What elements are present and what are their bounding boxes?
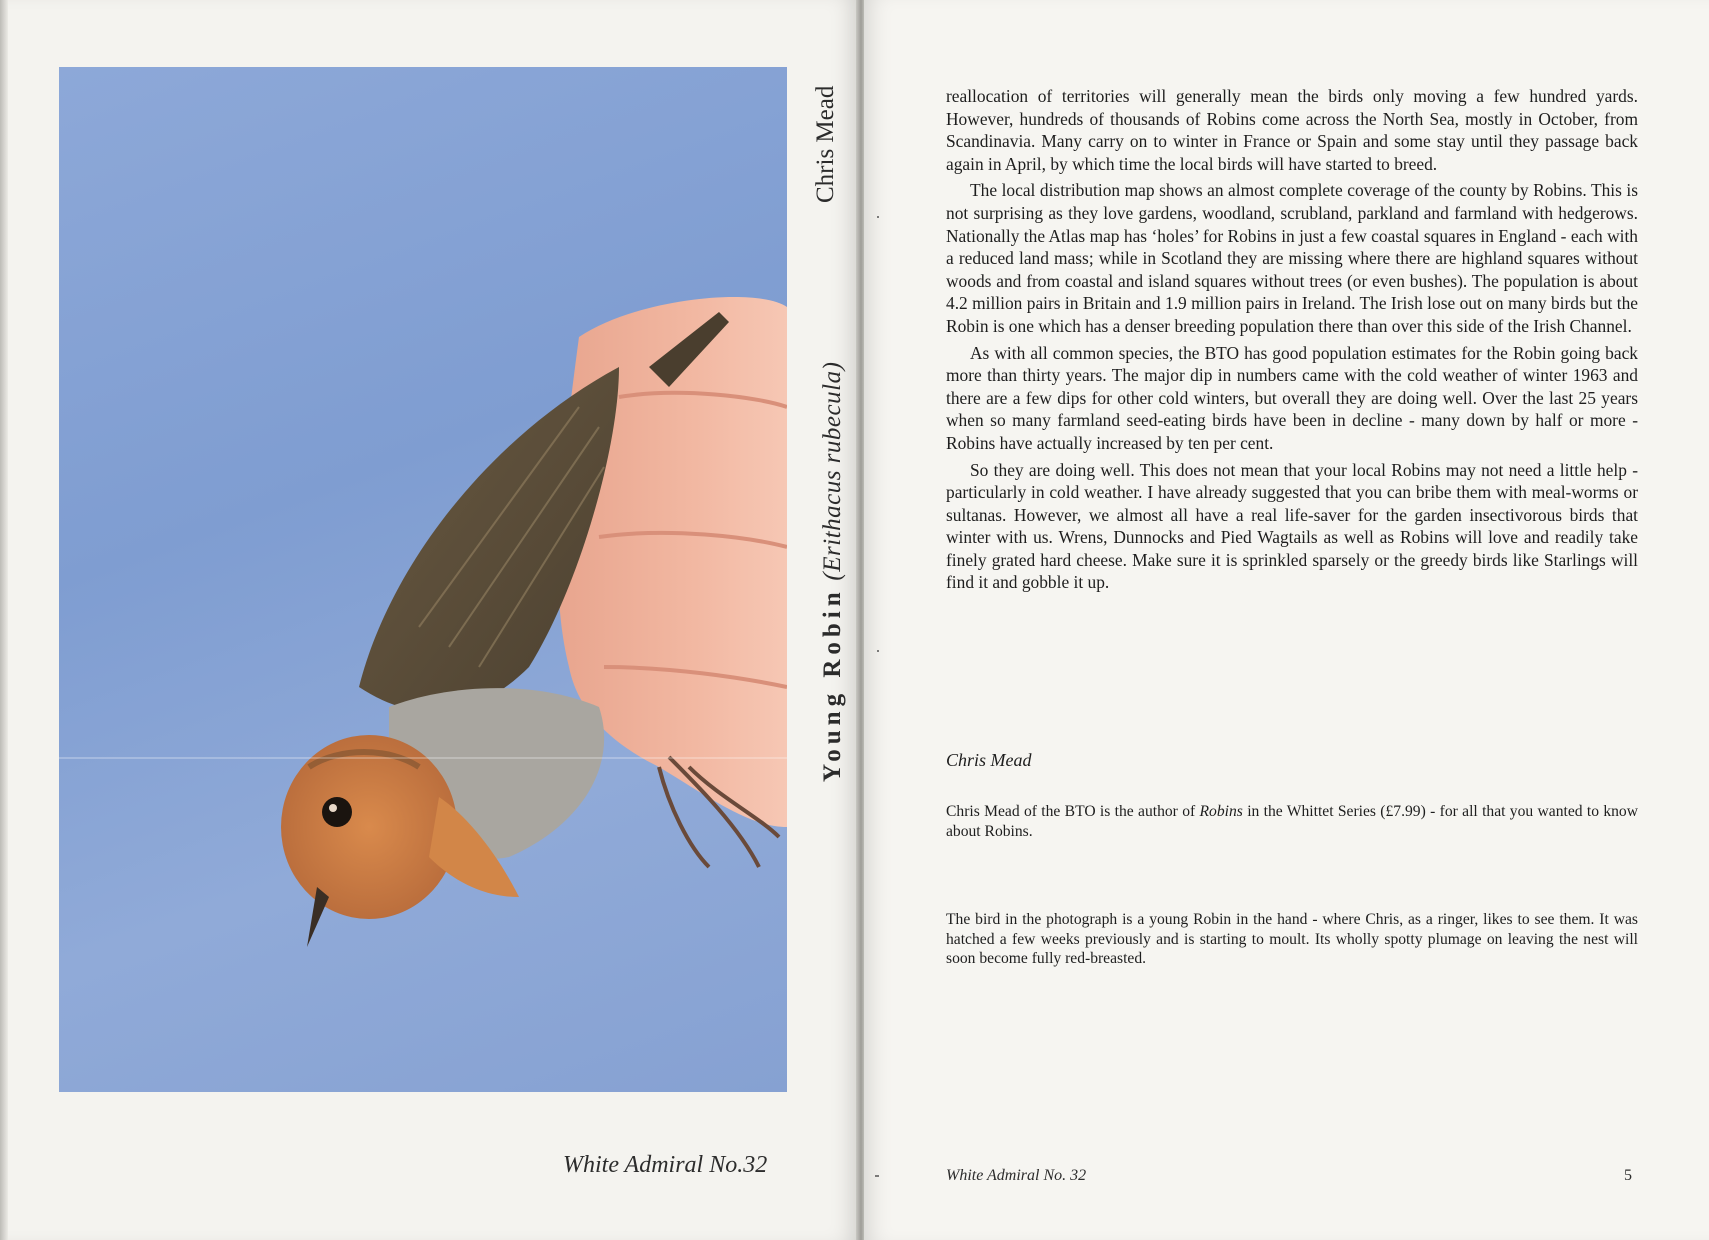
- photo-credit: Chris Mead: [812, 85, 839, 203]
- caption-title: Young Robin: [819, 587, 846, 782]
- photo-fold-line: [59, 757, 787, 759]
- photo-caption: [819, 362, 847, 782]
- book-title: Robins: [1199, 803, 1243, 820]
- photo-note: The bird in the photograph is a young Robin in the hand - where Chris, as a ringer, likes to see them. It was hatched a few weeks previously and is starting to moult. Its wholly spotty plumage on leaving the nest will soon become fully red-breasted.: [946, 911, 1638, 968]
- margin-mark: [877, 650, 879, 652]
- paragraph: reallocation of territories will generally mean the birds only moving a few hundred yards. However, hundreds of thousands of Robins come across the North Sea, mostly in October, from Scandinavia. Many carry on to winter in France or Spain and some stay until they passage back again in April, by which time the local birds will have started to breed.: [946, 86, 1638, 174]
- paragraph: As with all common species, the BTO has good population estimates for the Robin going back more than thirty years. The major dip in numbers came with the cold weather of winter 1963 and there are a few dips for other cold winters, but overall they are doing well. Over the last 25 years when so many farmland seed-eating birds have been in decline - many down by half or more - Robins have actually increased by ten per cent.: [946, 342, 1638, 453]
- author-note-text: Chris Mead of the BTO is the author of: [946, 803, 1200, 820]
- robin-photo: [59, 67, 787, 1092]
- caption-latin-name: (Erithacus rubecula): [819, 361, 846, 581]
- paragraph: So they are doing well. This does not mean that your local Robins may not need a little help - particularly in cold weather. I have already suggested that you can bribe them with meal-worms or sultanas. However, we almost all have a real life-saver for the garden insectivorous birds that winter with us. Wrens, Dunnocks and Pied Wagtails as well as Robins will love and readily take finely grated hard cheese. Make sure it is sprinkled sparsely or the greedy birds like Starlings will find it and gobble it up.: [946, 459, 1638, 593]
- right-page-footer: White Admiral No. 32: [946, 1167, 1087, 1184]
- margin-mark: [877, 216, 879, 218]
- author-note: [946, 802, 1638, 841]
- author-signature: Chris Mead: [946, 750, 1032, 770]
- margin-mark: [875, 1175, 877, 1177]
- article-body: [946, 85, 1638, 598]
- paragraph: The local distribution map shows an almost complete coverage of the county by Robins. This is not surprising as they love gardens, woodland, scrubland, parkland and farmland with hedgerows. Nationally the Atlas map has ‘holes’ for Robins in just a few coastal squares in England - each with a reduced land mass; while in Scotland they are missing where there are highland squares without woods and from coastal and island squares without trees (or even bushes). The population is about 4.2 million pairs in Britain and 1.9 million pairs in Ireland. The Irish lose out on many birds but the Robin is one which has a denser breeding population there than over this side of the Irish Channel.: [946, 180, 1638, 336]
- margin-mark: [877, 1175, 879, 1177]
- page-edge: [0, 0, 8, 1240]
- page-number: 5: [1624, 1167, 1632, 1184]
- author-note-text: in the Whittet Series (£7.99) - for all that you wanted to know about Robins.: [946, 803, 1638, 840]
- left-page-footer: White Admiral No.32: [563, 1152, 768, 1178]
- robin-illustration: [59, 67, 787, 1092]
